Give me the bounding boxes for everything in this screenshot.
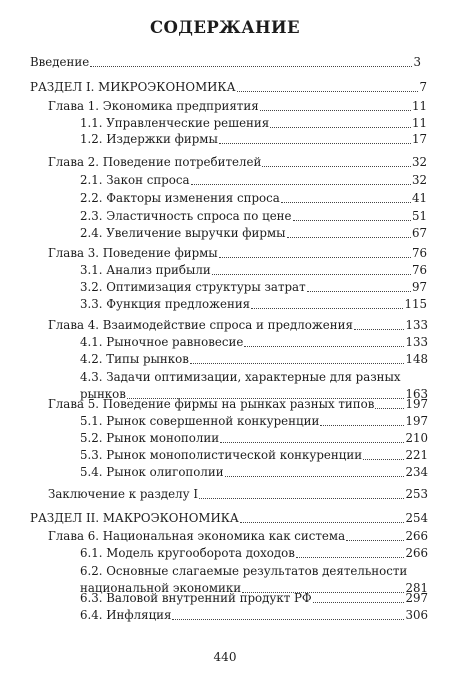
toc-entry-page: 51 [411,209,427,223]
dot-leader [251,308,403,309]
toc-entry-page: 210 [405,431,428,445]
dot-leader [90,66,412,67]
page-title: СОДЕРЖАНИЕ [149,18,300,37]
dot-leader [240,522,405,523]
dot-leader [172,619,404,620]
toc-entry-label: 3.2. Оптимизация структуры затрат [80,280,306,294]
dot-leader [199,498,404,499]
toc-entry-label: Глава 4. Взаимодействие спроса и предложения [48,318,353,332]
toc-entry-label: 2.3. Эластичность спроса по цене [80,209,292,223]
dot-leader [293,220,411,221]
dot-leader [287,237,411,238]
toc-entry-label: 3.1. Анализ прибыли [80,263,211,277]
toc-entry-label: Глава 5. Поведение фирмы на рынках разных типов [48,397,375,411]
dot-leader [281,202,411,203]
toc-entry-label: 6.4. Инфляция [80,608,172,622]
toc-entry-label: 3.3. Функция предложения [80,297,251,311]
dot-leader [320,425,404,426]
toc-entry-page: 221 [405,448,428,462]
toc-entry-label: Глава 6. Национальная экономика как система [48,529,346,543]
toc-entry-label: 5.3. Рынок монополистической конкуренции [80,448,363,462]
toc-entry-label: РАЗДЕЛ I. МИКРОЭКОНОМИКА [30,80,236,94]
toc-entry-page: 254 [405,511,428,525]
dot-leader [219,143,411,144]
toc-entry-page: 76 [411,263,427,277]
toc-entry-label: 6.1. Модель кругооборота доходов [80,546,295,560]
dot-leader [225,476,405,477]
toc-entry-page: 7 [419,80,427,94]
toc-entry-page: 197 [405,397,428,411]
dot-leader [212,274,411,275]
toc-entry-label: 1.2. Издержки фирмы [80,132,218,146]
toc-entry-label: рынков [80,387,126,401]
toc-entry-label: Введение [30,55,90,69]
dot-leader [191,184,411,185]
page-number: 440 [213,650,237,664]
dot-leader [220,442,404,443]
toc-entry-page: 253 [405,487,428,501]
toc-entry-page: 266 [405,546,428,560]
toc-entry-page: 3 [413,55,421,69]
toc-entry-page: 297 [405,591,428,605]
toc-entry-label: Заключение к разделу I [48,487,198,501]
toc-entry-page: 17 [411,132,427,146]
toc-entry-page: 11 [411,116,427,130]
toc-entry-label-first-line: 6.2. Основные слагаемые результатов деятельности [80,564,408,578]
toc-entry-page: 133 [405,318,428,332]
toc-entry-label: 6.3. Валовой внутренний продукт РФ [80,591,312,605]
dot-leader [363,459,404,460]
toc-entry-page: 32 [411,155,427,169]
toc-entry-page: 76 [411,246,427,260]
toc-entry-page: 306 [405,608,428,622]
dot-leader [313,602,405,603]
toc-entry-label-first-line: 4.3. Задачи оптимизации, характерные для разных [80,370,401,384]
toc-entry-label: 4.2. Типы рынков [80,352,189,366]
toc-entry-label: 2.2. Факторы изменения спроса [80,191,280,205]
toc-entry-label: Глава 2. Поведение потребителей [48,155,262,169]
toc-entry-page: 41 [411,191,427,205]
toc-entry-label: 1.1. Управленческие решения [80,116,270,130]
toc-entry-label: Глава 1. Экономика предприятия [48,99,259,113]
toc-entry-label: 5.1. Рынок совершенной конкуренции [80,414,320,428]
toc-entry-page: 266 [405,529,428,543]
dot-leader [307,291,411,292]
dot-leader [219,257,411,258]
dot-leader [296,557,405,558]
toc-entry-page: 11 [411,99,427,113]
toc-entry-label: 5.2. Рынок монополии [80,431,220,445]
dot-leader [262,166,411,167]
toc-entry-label: РАЗДЕЛ II. МАКРОЭКОНОМИКА [30,511,239,525]
toc-entry-page: 97 [411,280,427,294]
dot-leader [190,363,405,364]
toc-entry-label: национальной экономики [80,581,242,595]
toc-entry-page: 234 [405,465,428,479]
toc-entry-label: Глава 3. Поведение фирмы [48,246,218,260]
toc-entry-page: 281 [405,581,428,595]
toc-entry-label: 4.1. Рыночное равновесие [80,335,244,349]
dot-leader [260,110,411,111]
dot-leader [237,91,419,92]
toc-entry-label: 2.4. Увеличение выручки фирмы [80,226,286,240]
toc-entry-page: 163 [405,387,428,401]
toc-entry-page: 67 [411,226,427,240]
toc-entry-label: 2.1. Закон спроса [80,173,190,187]
toc-entry-page: 115 [404,297,427,311]
toc-entry-page: 32 [411,173,427,187]
dot-leader [346,540,404,541]
toc-entry-page: 197 [405,414,428,428]
dot-leader [244,346,404,347]
toc-entry-label: 5.4. Рынок олигополии [80,465,224,479]
toc-entry-page: 148 [405,352,428,366]
dot-leader [375,408,404,409]
dot-leader [354,329,405,330]
toc-entry-page: 133 [405,335,428,349]
dot-leader [270,127,411,128]
